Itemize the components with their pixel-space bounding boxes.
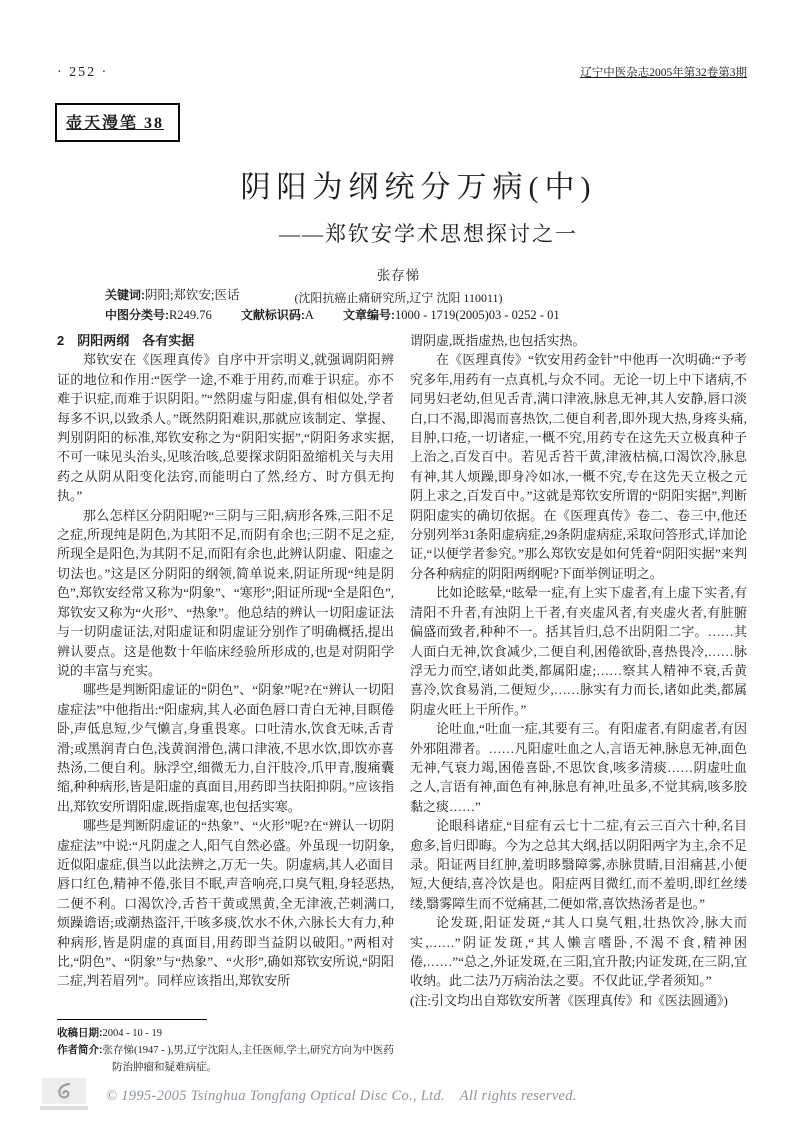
column-badge xyxy=(55,103,180,142)
paragraph: 那么怎样区分阴阳呢?“三阴与三阳,病形各殊,三阳不足之症,所现纯是阴色,为其阳不足,而阴有余也;三阴不足之症,所现全是阳色,为其阴不足,而阳有余也,此辨认阴虚、阳虚之切法也。”这是区分阴阳的纲领,简单说来,阴证所现“纯是阴色”,郑钦安经常又称为“阴象”、“寒形”;阳证所现“全是阳色”,郑钦安又称为“火形”、“热象”。他总结的辨认一切阳虚证法与一切阴虚证法,对阳虚证和阴虚证分别作了明确概括,提出辨认要点。这是他数十年临床经验所形成的,也是对阴阳学说的丰富与充实。 xyxy=(57,507,394,678)
section-heading: 2 阴阳两纲 各有实据 xyxy=(57,333,195,348)
author-name: 张存悌 xyxy=(376,268,421,283)
bio-label: 作者简介: xyxy=(57,1044,103,1056)
paragraph: 论眼科诸症,“目症有云七十二症,有云三百六十种,名目愈多,旨归即晦。今为之总其大纲,括以阴阳两字为主,余不足录。阳证两目红肿,羞明眵翳障雾,赤脉贯睛,目泪痛甚,小便短,大便结,喜冷饮是也。阳症两目微红,而不羞明,即红丝缕缕,翳雾障生而不觉痛甚,二便如常,喜饮热汤者是也。” xyxy=(410,818,747,911)
journal-issue: 辽宁中医杂志2005年第32卷第3期 xyxy=(580,67,747,79)
paragraph: 哪些是判断阳虚证的“阴色”、“阴象”呢?在“辨认一切阳虚症法”中他指出:“阳虚病,其人必面色唇口青白无神,目瞑倦卧,声低息短,少气懒言,身重畏寒。口吐清水,饮食无味,舌青滑;或黑润青白色,浅黄润滑色,满口津液,不思水饮,即饮亦喜热汤,二便自利。脉浮空,细微无力,自汗肢冷,爪甲青,腹痛囊缩,种种病形,皆是阳虚的真面目,用药即当扶阳抑阴。”应该指出,郑钦安所谓阳虚,既指虚寒,也包括实寒。 xyxy=(57,682,394,814)
clc-value: R249.76 xyxy=(169,308,212,322)
clc-label: 中图分类号: xyxy=(105,308,169,322)
classification-line xyxy=(105,305,560,325)
paragraph: 论吐血,“吐血一症,其要有三。有阳虚者,有阴虚者,有因外邪阻滞者。……凡阳虚吐血之人,言语无神,脉息无神,面色无神,气衰力竭,困倦喜卧,不思饮食,咳多清痰……阴虚吐血之人,言语有神,面色有神,脉息有神,吐虽多,不觉其病,咳多胶黏之痰……” xyxy=(410,721,747,814)
column-badge-label: 壶天漫笔 38 xyxy=(66,115,165,132)
paragraph: 郑钦安在《医理真传》自序中开宗明义,就强调阴阳辨证的地位和作用:“医学一途,不难于用药,而难于识症。亦不难于识症,而难于识阴阳。”“然阴虚与阳虚,俱有相似处,学者每多不识,以致杀人。”既然阴阳难识,那就应该制定、掌握、判别阴阳的标准,郑钦安称之为“阴阳实据”,“阴阳务求实据,不可一味见头治头,见咳治咳,总要探求阴阳盈缩机关与夫用药之从阴从阳变化法窍,而能明白了然,经方、时方俱无拘执。” xyxy=(57,352,394,504)
right-column xyxy=(410,331,747,1057)
footnote-divider xyxy=(57,1019,207,1020)
paragraph: 哪些是判断阴虚证的“热象”、“火形”呢?在“辨认一切阴虚症法”中说:“凡阴虚之人,阳气自然必盛。外虽现一切阴象,近似阳虚症,俱当以此法辨之,万无一失。阴虚病,其人必面目唇口红色,精神不倦,张目不眠,声音响亮,口臭气粗,身轻恶热,二便不利。口渴饮冷,舌苔干黄或黑黄,全无津液,芒刺满口,烦躁谵语;或潮热盗汗,干咳多痰,饮水不休,六脉长大有力,种种病形,皆是阴虚的真面目,用药即当益阴以破阳。”两相对比,“阴色”、“阴象”与“热象”、“火形”,确如郑钦安所说,“阴阳二症,判若眉列”。同样应该指出,郑钦安所 xyxy=(57,818,394,989)
author-bio-line xyxy=(57,1042,402,1076)
received-date-line xyxy=(57,1025,402,1042)
doc-code-value: A xyxy=(304,308,314,322)
citation-note: (注:引文均出自郑钦安所著《医理真传》和《医法圆通》) xyxy=(410,992,728,1008)
body-columns xyxy=(57,331,747,1057)
received-label: 收稿日期: xyxy=(57,1027,103,1039)
keywords-label: 关键词: xyxy=(105,288,145,302)
scan-footer xyxy=(38,1078,577,1110)
doc-code-label: 文献标识码: xyxy=(240,308,305,322)
footnote-block xyxy=(57,1019,402,1076)
received-value: 2004 - 10 - 19 xyxy=(102,1028,162,1039)
paragraph: 比如论眩晕,“眩晕一症,有上实下虚者,有上虚下实者,有清阳不升者,有浊阴上干者,有夹虚风者,有夹虚火者,有脏腑偏盛而致者,种种不一。括其旨归,总不出阴阳二字。……其人面白无神,饮食减少,二便自利,困倦欲卧,喜热畏冷,……脉浮无力而空,诸如此类,都属阳虚;……察其人精神不衰,舌黄喜冷,饮食易消,二便短少,……脉实有力而长,诸如此类,都属阴虚火旺上干所作。” xyxy=(410,585,747,717)
publisher-logo xyxy=(38,1078,90,1110)
keywords-line xyxy=(105,285,560,305)
article-meta xyxy=(105,285,560,325)
author-affiliation: (沈阳抗癌止痛研究所,辽宁 沈阳 110011) xyxy=(294,291,503,305)
article-no-label: 文章编号: xyxy=(343,308,395,322)
article-no-value: 1000 - 1719(2005)03 - 0252 - 01 xyxy=(395,308,560,322)
keywords-value: 阴阳;郑钦安;医话 xyxy=(145,288,240,302)
bio-value: 张存悌(1947 - ),男,辽宁沈阳人,主任医师,学士,研究方向为中医药防治肿瘤和疑难病症。 xyxy=(102,1045,394,1073)
paragraph: 在《医理真传》“钦安用药金针”中他再一次明确:“予考究多年,用药有一点真机,与众不同。无论一切上中下诸病,不同男妇老幼,但见舌青,满口津液,脉息无神,其人安静,唇口淡白,口不渴,即渴而喜热饮,二便自利者,即外现大热,身疼头痛,目肿,口疮,一切诸症,一概不究,用药专在这先天立极真种子上治之,百发百中。若见舌苔干黄,津液枯槁,口渴饮冷,脉息有神,其人烦躁,即身冷如冰,一概不究,专在这先天立极之元阴上求之,百发百中。”这就是郑钦安所谓的“阴阳实据”,判断阴阳虚实的确切依据。在《医理真传》卷二、卷三中,他还分别列举31条阳虚病症,29条阴虚病症,采取问答形式,详加论证,“以便学者参究。”那么郑钦安是如何凭着“阴阳实据”来判分各种病症的阴阳两纲呢?下面举例证明之。 xyxy=(410,352,747,581)
paragraph-continuation: 谓阴虚,既指虚热,也包括实热。 xyxy=(410,333,586,348)
copyright-text: © 1995-2005 Tsinghua Tongfang Optical Disc Co., Ltd. All rights reserved. xyxy=(106,1087,577,1104)
page-number: · 252 · xyxy=(57,65,109,80)
article-subtitle: ——郑钦安学术思想探讨之一 xyxy=(279,222,578,246)
running-header xyxy=(57,64,747,81)
article-title: 阴阳为纲统分万病(中) xyxy=(240,171,597,204)
logo-caption-placeholder xyxy=(40,1106,88,1110)
paragraph: 论发斑,阳证发斑,“其人口臭气粗,壮热饮冷,脉大而实,……”阴证发斑,“其人懒言嗜卧,不渴不食,精神困倦,……”“总之,外证发斑,在三阳,宜升散;内证发斑,在三阴,宜收纳。此二法乃万病治法之要。不仅此证,学者须知。” xyxy=(410,915,747,989)
left-column xyxy=(57,331,394,1017)
swirl-logo-icon xyxy=(42,1078,86,1104)
